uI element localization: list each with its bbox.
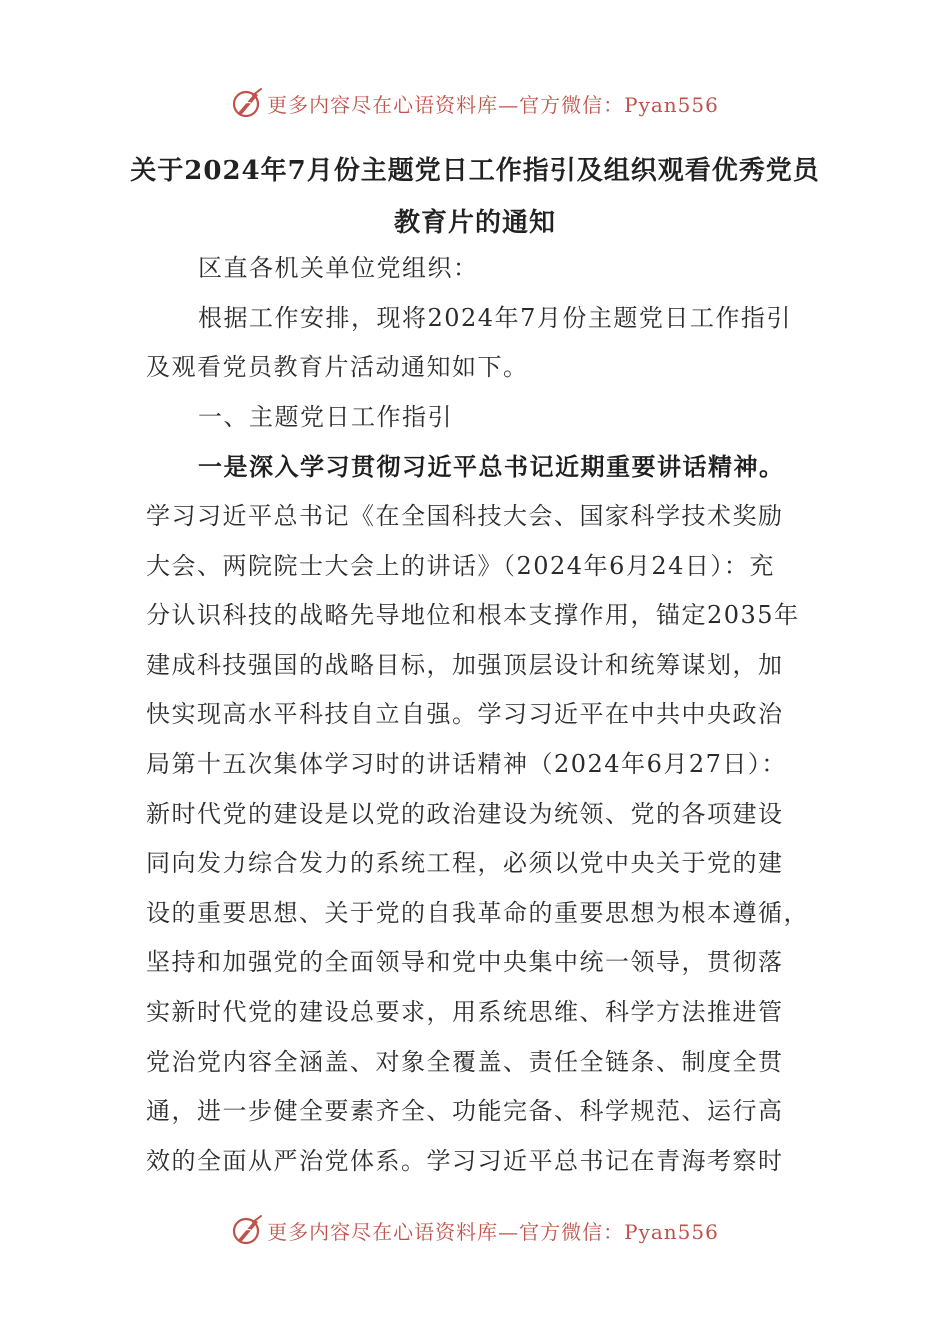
quill-pen-logo-icon <box>231 87 263 119</box>
body-line: 快实现高水平科技自立自强。学习习近平在中共中央政治 <box>146 700 784 729</box>
body-line: 党治党内容全涵盖、对象全覆盖、责任全链条、制度全贯 <box>146 1047 784 1076</box>
body-line: 及观看党员教育片活动通知如下。 <box>146 353 529 382</box>
watermark-text: 更多内容尽在心语资料库—官方微信：Pyan556 <box>267 1219 719 1244</box>
body-line: 分认识科技的战略先导地位和根本支撑作用，锚定2035年 <box>146 601 800 630</box>
body-line: 坚持和加强党的全面领导和党中央集中统一领导，贯彻落 <box>146 948 784 977</box>
watermark-text: 更多内容尽在心语资料库—官方微信：Pyan556 <box>267 92 719 117</box>
watermark-banner-top <box>0 83 950 123</box>
body-line: 新时代党的建设是以党的政治建设为统领、党的各项建设 <box>146 799 784 828</box>
body-line: 通，进一步健全要素齐全、功能完备、科学规范、运行高 <box>146 1097 784 1126</box>
document-title-line-2: 教育片的通知 <box>393 208 556 238</box>
section-heading: 一、主题党日工作指引 <box>198 402 453 431</box>
body-line: 建成科技强国的战略目标，加强顶层设计和统筹谋划，加 <box>146 650 784 679</box>
quill-pen-logo-icon <box>231 1214 263 1246</box>
body-line: 同向发力综合发力的系统工程，必须以党中央关于党的建 <box>146 849 784 878</box>
document-body <box>146 244 809 1186</box>
body-line: 大会、两院院士大会上的讲话》（2024年6月24日）：充 <box>146 551 775 580</box>
subsection-heading: 一是深入学习贯彻习近平总书记近期重要讲话精神。 <box>198 452 785 482</box>
salutation: 区直各机关单位党组织： <box>198 254 479 282</box>
document-title-line-1: 关于2024年7月份主题党日工作指引及组织观看优秀党员 <box>130 156 820 186</box>
body-line: 实新时代党的建设总要求，用系统思维、科学方法推进管 <box>146 997 784 1026</box>
body-line: 学习习近平总书记《在全国科技大会、国家科学技术奖励 <box>146 501 784 530</box>
body-line: 设的重要思想、关于党的自我革命的重要思想为根本遵循， <box>146 898 809 927</box>
watermark-banner-bottom <box>0 1210 950 1250</box>
body-line: 效的全面从严治党体系。学习习近平总书记在青海考察时 <box>146 1146 784 1175</box>
body-line: 根据工作安排，现将2024年7月份主题党日工作指引 <box>198 303 792 332</box>
body-line: 局第十五次集体学习时的讲话精神（2024年6月27日）： <box>146 749 787 778</box>
